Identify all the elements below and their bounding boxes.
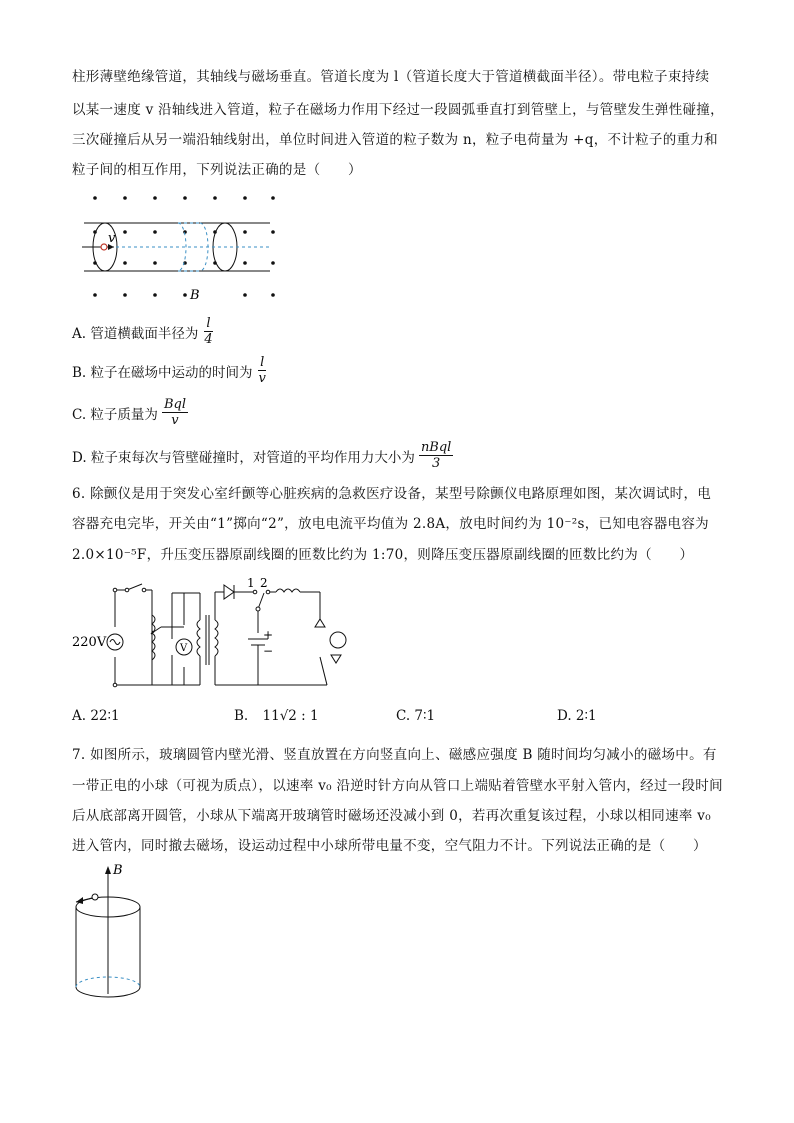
q5-option-b-label: B. 粒子在磁场中运动的时间为 xyxy=(72,364,253,381)
transformer-primary-coil xyxy=(197,620,200,656)
diode-icon xyxy=(224,585,234,599)
electrode-bottom-icon xyxy=(331,655,341,663)
q5-option-d[interactable] xyxy=(72,440,453,471)
q6-choice-a[interactable]: A. 22∶1 xyxy=(72,708,120,724)
q5-option-b[interactable] xyxy=(72,355,268,386)
q6-choice-b-value: 11√2 : 1 xyxy=(262,708,319,724)
q6-text-line-2: 容器充电完毕，开关由“1”掷向“2”，放电电流平均值为 2.8A，放电时间约为 10⁻²s，已知电容器电容为 xyxy=(72,516,709,532)
fraction-numerator: Bql xyxy=(163,397,186,412)
particle-dot xyxy=(101,244,107,250)
fraction-numerator: nBql xyxy=(420,440,452,455)
fraction-numerator: l xyxy=(260,355,265,370)
q5-text-line-1: 柱形薄壁绝缘管道，其轴线与磁场垂直。管道长度为 l（管道长度大于管道横截面半径）。带电粒子束持续 xyxy=(72,69,710,85)
q5-option-a[interactable] xyxy=(72,316,215,347)
fraction-denominator: v xyxy=(258,371,266,386)
transformer-secondary-coil xyxy=(215,620,218,656)
main-switch xyxy=(127,584,142,590)
q6-choice-d[interactable]: D. 2∶1 xyxy=(557,708,597,724)
q7-text-line-3: 后从底部离开圆管，小球从下端离开玻璃管时磁场还没减小到 0，若再次重复该过程，小球以相同速率 v₀ xyxy=(72,808,711,824)
q6-text-line-1: 6. 除颤仪是用于突发心室纤颤等心脏疾病的急救医疗设备，某型号除颤仪电路原理如图，某次调试时，电 xyxy=(72,486,712,502)
q7-text-line-4: 进入管内，同时撤去磁场，设运动过程中小球所带电量不变，空气阻力不计。下列说法正确的是（ ） xyxy=(72,838,707,854)
q5-option-d-label: D. 粒子束每次与管壁碰撞时，对管道的平均作用力大小为 xyxy=(72,449,415,466)
q5-option-c[interactable] xyxy=(72,397,188,428)
q5-text-line-3: 三次碰撞后从另一端沿轴线射出，单位时间进入管道的粒子数为 n，粒子电荷量为 +q，不计粒子的重力和 xyxy=(72,132,718,148)
electrode-top-icon xyxy=(315,619,325,627)
capacitor-minus: − xyxy=(263,644,274,658)
field-label: B xyxy=(190,288,200,303)
selector-switch xyxy=(258,593,264,609)
fraction-denominator: 4 xyxy=(204,332,213,347)
q6-choice-c[interactable]: C. 7∶1 xyxy=(396,708,436,724)
field-arrow-head xyxy=(105,866,111,874)
q5-option-c-fraction xyxy=(162,397,188,428)
q5-option-a-label: A. 管道横截面半径为 xyxy=(72,325,199,342)
velocity-label: v xyxy=(108,231,116,246)
q5-text-line-4: 粒子间的相互作用，下列说法正确的是（ ） xyxy=(72,162,362,178)
q5-text-line-2: 以某一速度 v 沿轴线进入管道，粒子在磁场力作用下经过一段圆弧垂直打到管壁上，与管壁发生弹性碰撞， xyxy=(72,102,724,118)
fraction-numerator: l xyxy=(206,316,211,331)
capacitor-plus: + xyxy=(263,628,274,642)
q6-choice-b[interactable] xyxy=(234,708,319,724)
ball-icon xyxy=(92,894,98,900)
q5-option-a-fraction xyxy=(202,316,214,347)
q6-circuit-figure xyxy=(72,575,362,693)
inductor-coil xyxy=(276,589,300,592)
q7-tube-figure xyxy=(70,860,160,1005)
voltmeter-label: V xyxy=(180,643,188,654)
q6-choice-b-label: B. xyxy=(234,708,249,724)
q5-option-b-fraction xyxy=(257,355,268,386)
q5-tube-figure xyxy=(70,185,290,310)
switch-terminal-2: 2 xyxy=(260,576,268,590)
q5-option-c-label: C. 粒子质量为 xyxy=(72,406,158,423)
source-voltage-label: 220V xyxy=(72,635,107,650)
q7-text-line-1: 7. 如图所示，玻璃圆管内壁光滑、竖直放置在方向竖直向上、磁感应强度 B 随时间均匀减小的磁场中。有 xyxy=(72,747,717,763)
q7-text-line-2: 一带正电的小球（可视为质点），以速率 v₀ 沿逆时针方向从管口上端贴着管壁水平射入管内，经过一段时间 xyxy=(72,778,723,794)
fraction-denominator: v xyxy=(171,413,179,428)
switch-terminal-1: 1 xyxy=(247,576,255,590)
q5-option-d-fraction xyxy=(419,440,453,471)
patient-heart-icon xyxy=(330,632,346,648)
fraction-denominator: 3 xyxy=(432,456,441,471)
q7-field-label: B xyxy=(113,863,123,878)
q6-text-line-3: 2.0×10⁻⁵F，升压变压器原副线圈的匝数比约为 1:70，则降压变压器原副线圈的匝数比约为（ ） xyxy=(72,547,694,563)
